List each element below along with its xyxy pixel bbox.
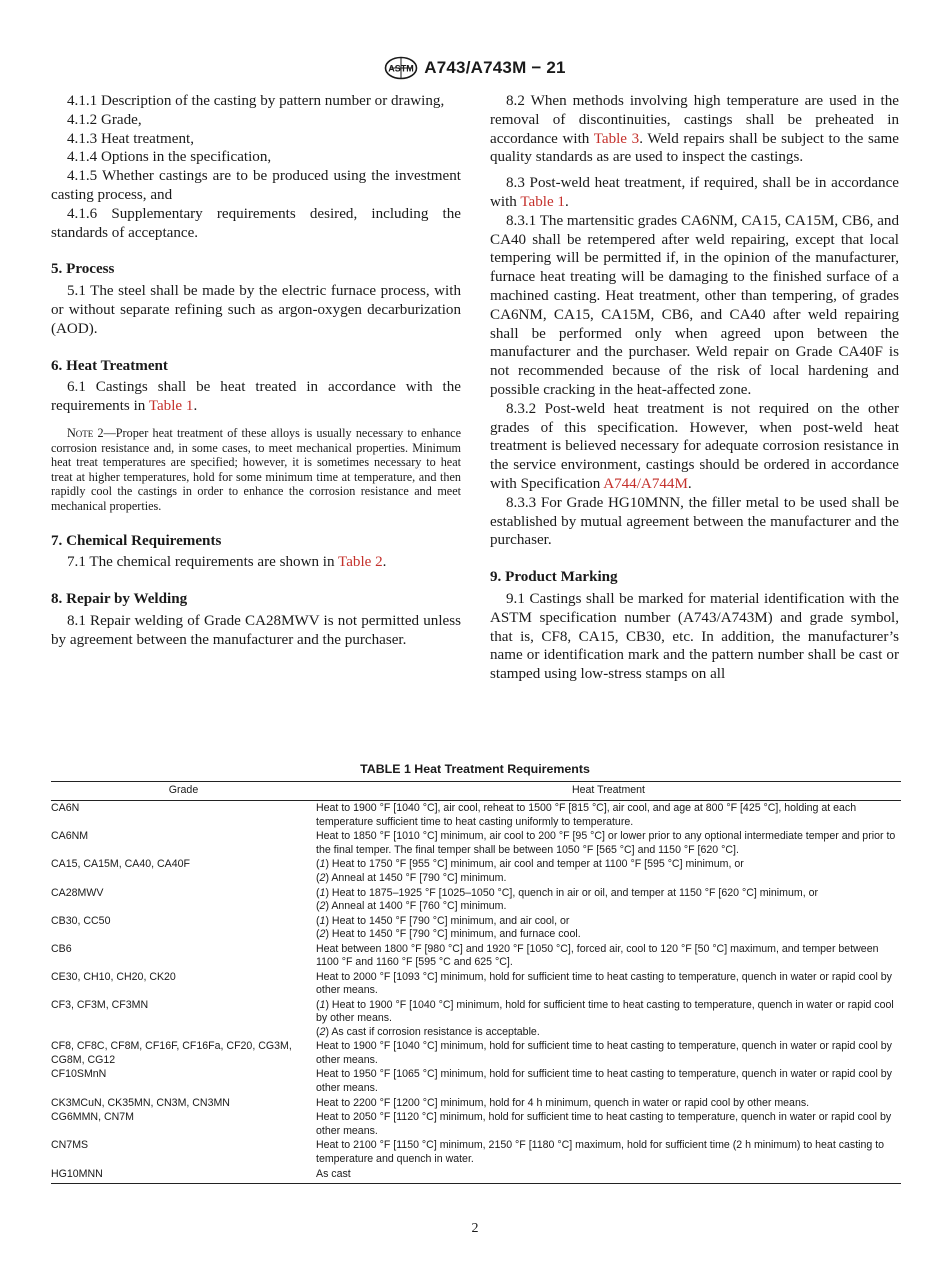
- para-8-3: 8.3 Post-weld heat treatment, if required, shall be in accordance with Table 1.: [490, 175, 899, 210]
- grade-cell: HG10MNN: [51, 1166, 316, 1183]
- table-row: [51, 1067, 901, 1095]
- treatment-option: (2) Heat to 1450 °F [790 °C] minimum, and furnace cool.: [316, 927, 581, 940]
- table-2-link[interactable]: Table 2: [338, 554, 383, 571]
- grade-cell: CF10SMnN: [51, 1068, 107, 1081]
- treatment-option: (1) Heat to 1875–1925 °F [1025–1050 °C], quench in air or oil, and temper at 1150 °F [620 °C] minimum, or: [316, 886, 819, 899]
- heat-treatment-table: [51, 781, 901, 1184]
- para-8-3-2: 8.3.2 Post-weld heat treatment is not required on the other grades of this specification. However, when post-weld heat treatment is believed necessary for adequate corrosion resistance in the service environment, castings should be ordered in accordance with Specification A744/A744M.: [490, 400, 899, 492]
- note-2: Note 2—Proper heat treatment of these alloys is usually necessary to enhance corrosion resistance and, in some cases, to meet mechanical properties. Minimum heat treat temperatures are specified; however, it is sometimes necessary to heat treat at higher temperatures, hold for some minimum time at temperature, and then rapidly cool the castings in order to enhance the corrosion resistance and meet mechanical properties.: [51, 425, 461, 513]
- treatment-option: (2) As cast if corrosion resistance is acceptable.: [316, 1025, 540, 1038]
- heat-treatment-cell: Heat to 2050 °F [1120 °C] minimum, hold for sufficient time to heat casting to temperature, quench in water or rapid cool by other means.: [316, 1111, 892, 1137]
- heat-treatment-cell: [316, 913, 901, 941]
- grade-cell: CF3, CF3M, CF3MN: [51, 998, 149, 1011]
- right-column: [490, 92, 899, 684]
- treatment-option: (1) Heat to 1450 °F [790 °C] minimum, and air cool, or: [316, 914, 570, 927]
- table-3-link[interactable]: Table 3: [593, 130, 640, 147]
- para-8-1: 8.1 Repair welding of Grade CA28MWV is not permitted unless by agreement between the manufacturer and the purchaser.: [51, 612, 461, 648]
- column-header-grade: Grade: [51, 782, 316, 801]
- grade-cell: CF8, CF8C, CF8M, CF16F, CF16Fa, CF20, CG3M, CG8M, CG12: [51, 1040, 292, 1066]
- para-6-1: 6.1 Castings shall be heat treated in accordance with the requirements in Table 1.: [51, 379, 461, 415]
- option-number: 1: [319, 858, 326, 871]
- a744-link[interactable]: A744/A744M: [603, 475, 688, 492]
- grade-cell: CE30, CH10, CH20, CK20: [51, 970, 176, 983]
- para-9-1: 9.1 Castings shall be marked for material identification with the ASTM specification number (A743/A743M) and grade symbol, that is, CF8, CA15, CB30, etc. In addition, the manufacturer’s name or identification mark and the pattern number shall be cast or stamped using low-stress stamps on all: [490, 590, 899, 683]
- section-6-title: 6. Heat Treatment: [51, 357, 168, 374]
- heat-treatment-cell: Heat to 2200 °F [1200 °C] minimum, hold for 4 h minimum, quench in water or rapid cool by other means.: [316, 1096, 810, 1109]
- grade-cell: CN7MS: [51, 1139, 89, 1152]
- grade-cell: CA6NM: [51, 830, 89, 843]
- heat-treatment-cell: Heat between 1800 °F [980 °C] and 1920 °F [1050 °C], forced air, cool to 120 °F [50 °C] maximum, and temper between 1100 °F and 1160 °F [595 °C and 625 °C].: [316, 942, 879, 969]
- treatment-option: (2) Anneal at 1450 °F [790 °C] minimum.: [316, 871, 507, 884]
- grade-cell: CK3MCuN, CK35MN, CN3M, CN3MN: [51, 1096, 230, 1109]
- table-row: [51, 997, 901, 1038]
- grade-cell: CB30, CC50: [51, 914, 111, 927]
- table-row: [51, 801, 901, 829]
- option-number: 2: [319, 927, 326, 940]
- document-designation: A743/A743M − 21: [424, 58, 566, 77]
- heat-treatment-cell: Heat to 2100 °F [1150 °C] minimum, 2150 °F [1180 °C] maximum, hold for sufficient time (2 h minimum) to heat casting to temperature and quench in water.: [316, 1139, 885, 1165]
- section-5-title: 5. Process: [51, 261, 115, 278]
- heat-treatment-cell: Heat to 1850 °F [1010 °C] minimum, air cool to 200 °F [95 °C] or lower prior to any optional intermediate temper and prior to the final temper. The final temper shall be between 1050 °F [565 °C] and 1150 °F [620 °C].: [316, 830, 896, 856]
- page-header: [0, 56, 950, 85]
- para-8-3-1: 8.3.1 The martensitic grades CA6NM, CA15, CA15M, CB6, and CA40 shall be retempered after weld repairing, except that local tempering will be permitted if, in the opinion of the manufacturer, furnace heat treating will be damaging to the finished surface of a machined casting. Heat treatment, other than tempering, of grades CA6NM, CA15, CA15M, CB6, and CA40 after weld repairing shall be performed only when agreed upon between the manufacturer and the purchaser. Weld repair on Grade CA40F is not recommended because of the risk of local hardening and possible cracking in the heat-affected zone.: [490, 212, 899, 398]
- treatment-option: (1) Heat to 1750 °F [955 °C] minimum, air cool and temper at 1100 °F [595 °C] minimum, or: [316, 858, 744, 871]
- heat-treatment-cell: Heat to 2000 °F [1093 °C] minimum, hold for sufficient time to heat casting to temperature, quench in water or rapid cool by other means.: [316, 970, 892, 997]
- table-row: [51, 1138, 901, 1166]
- table-1-link[interactable]: Table 1: [148, 398, 194, 415]
- section-7-title: 7. Chemical Requirements: [51, 532, 222, 549]
- grade-cell: CA28MWV: [51, 886, 104, 899]
- item-4-1-3: 4.1.3 Heat treatment,: [67, 130, 194, 147]
- table-1-link[interactable]: Table 1: [520, 193, 565, 210]
- table-row: [51, 913, 901, 941]
- table-row: [51, 1095, 901, 1110]
- item-4-1-2: 4.1.2 Grade,: [67, 111, 142, 128]
- heat-treatment-cell: [316, 997, 901, 1038]
- grade-cell: CA15, CA15M, CA40, CA40F: [51, 858, 190, 871]
- option-number: 1: [319, 914, 326, 927]
- table-1-title: TABLE 1 Heat Treatment Requirements: [360, 762, 590, 776]
- table-row: [51, 829, 901, 857]
- section-9-title: 9. Product Marking: [490, 569, 618, 586]
- option-number: 2: [319, 899, 326, 912]
- para-5-1: 5.1 The steel shall be made by the electric furnace process, with or without separate refining such as argon-oxygen decarburization (AOD).: [51, 283, 461, 337]
- table-row: [51, 885, 901, 913]
- item-4-1-6: 4.1.6 Supplementary requirements desired, including the standards of acceptance.: [51, 205, 461, 241]
- table-row: [51, 857, 901, 885]
- item-4-1-5: 4.1.5 Whether castings are to be produced using the investment casting process, and: [51, 168, 461, 203]
- note-label: Note: [67, 425, 94, 440]
- treatment-option: (2) Anneal at 1400 °F [760 °C] minimum.: [316, 899, 507, 912]
- treatment-option: (1) Heat to 1900 °F [1040 °C] minimum, hold for sufficient time to heat casting to temperature, quench in water or rapid cool by other means.: [316, 998, 894, 1025]
- grade-cell: CB6: [51, 942, 72, 955]
- item-4-1-1: 4.1.1 Description of the casting by pattern number or drawing,: [67, 93, 445, 109]
- table-row: [51, 969, 901, 997]
- heat-treatment-cell: [316, 857, 901, 885]
- column-header-heat-treatment: Heat Treatment: [316, 782, 901, 801]
- heat-treatment-cell: As cast: [316, 1166, 901, 1183]
- table-row: [51, 941, 901, 969]
- option-number: 2: [319, 871, 326, 884]
- grade-cell: CG6MMN, CN7M: [51, 1111, 134, 1124]
- para-7-1: 7.1 The chemical requirements are shown in Table 2.: [67, 554, 387, 571]
- para-8-2: 8.2 When methods involving high temperature are used in the removal of discontinuities, castings shall be preheated in accordance with Table 3. Weld repairs shall be subject to the same quality standards as are used to inspect the castings.: [490, 93, 899, 166]
- heat-treatment-cell: Heat to 1900 °F [1040 °C] minimum, hold for sufficient time to heat casting to temperature, quench in water or rapid cool by other means.: [316, 1040, 892, 1066]
- page-number: 2: [471, 1221, 479, 1236]
- heat-treatment-cell: Heat to 1900 °F [1040 °C], air cool, reheat to 1500 °F [815 °C], air cool, and age at 800 °F [425 °C], holding at each temperature sufficient time to heat casting uniformly to temperature.: [316, 802, 857, 828]
- section-8-title: 8. Repair by Welding: [51, 591, 188, 608]
- para-8-3-3: 8.3.3 For Grade HG10MNN, the filler metal to be used shall be established by mutual agreement between the manufacturer and the purchaser.: [490, 494, 899, 549]
- item-4-1-4: 4.1.4 Options in the specification,: [67, 149, 272, 166]
- option-number: 2: [319, 1025, 326, 1038]
- table-row: [51, 1039, 901, 1067]
- table-row: [51, 1110, 901, 1138]
- left-column: [51, 92, 461, 650]
- astm-logo-text: ASTM: [388, 63, 415, 74]
- astm-logo-icon: [384, 56, 418, 80]
- table-row: [51, 1166, 901, 1183]
- option-number: 1: [319, 998, 326, 1011]
- option-number: 1: [319, 886, 326, 899]
- heat-treatment-cell: Heat to 1950 °F [1065 °C] minimum, hold for sufficient time to heat casting to temperature, quench in water or rapid cool by other means.: [316, 1068, 892, 1094]
- grade-cell: CA6N: [51, 802, 80, 815]
- heat-treatment-cell: [316, 885, 901, 913]
